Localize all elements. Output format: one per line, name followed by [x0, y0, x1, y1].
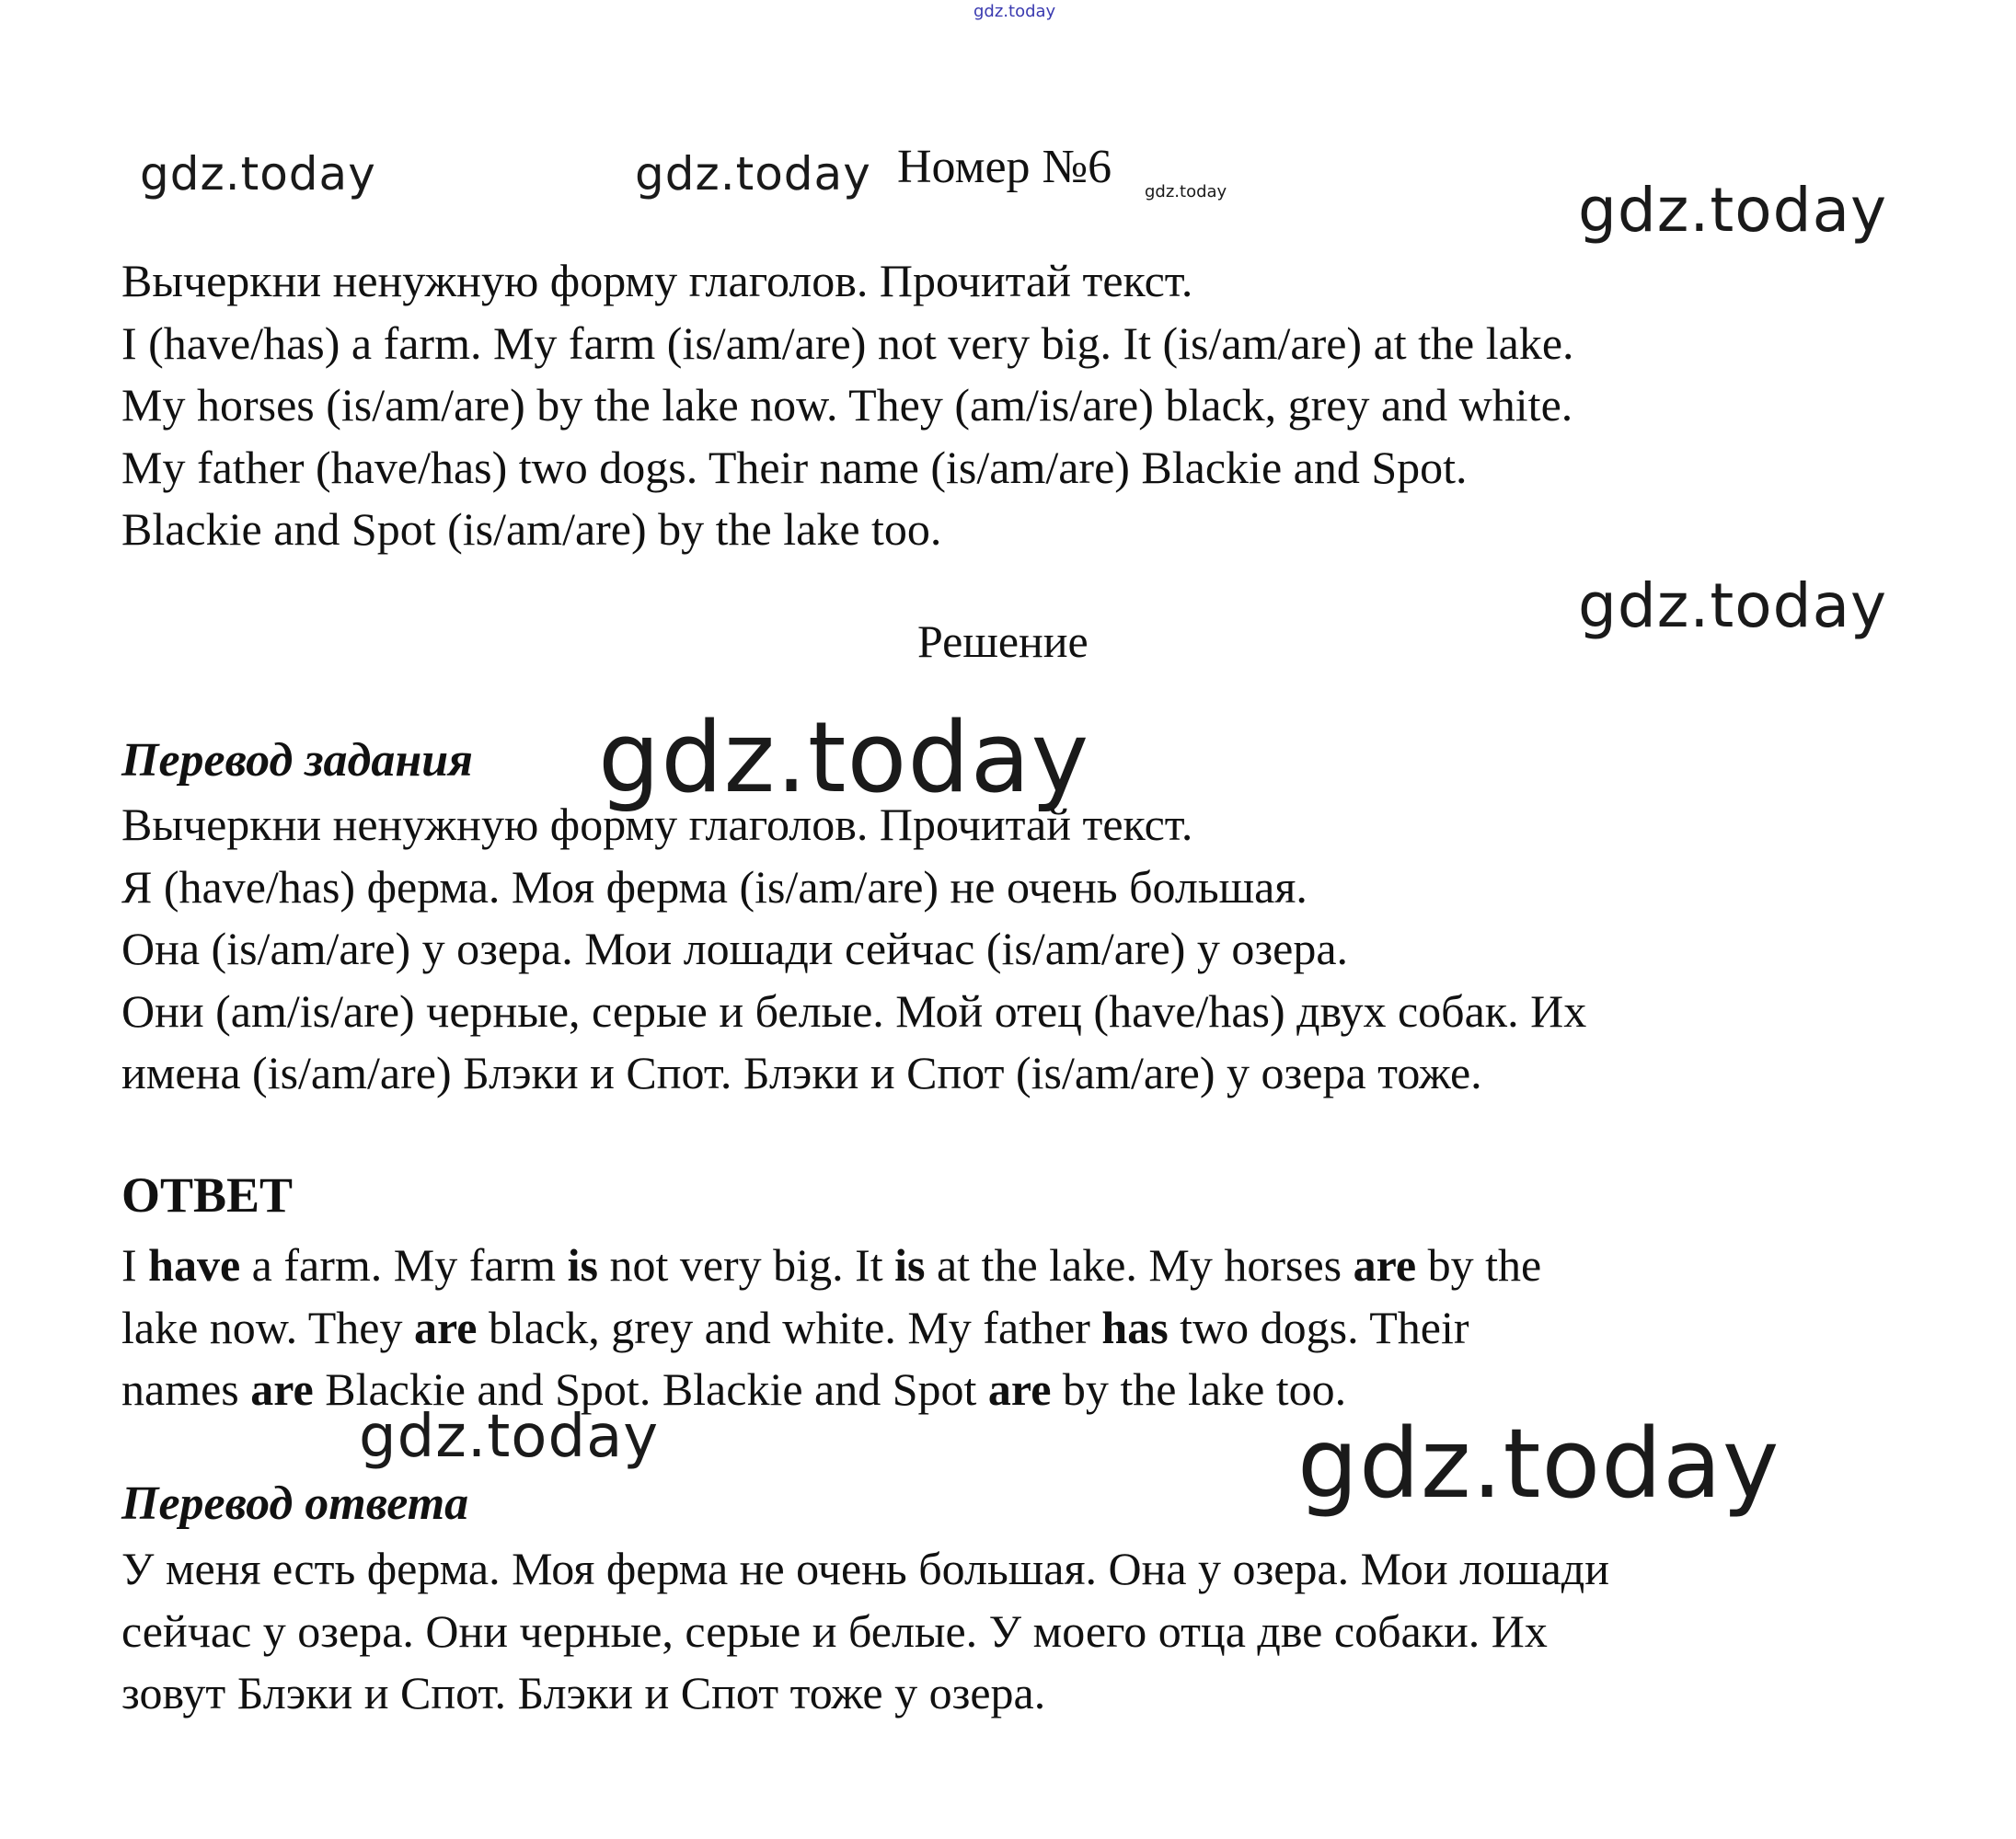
task-line: My horses (is/am/are) by the lake now. They (am/is/are) black, grey and white. [121, 379, 1573, 431]
task-translation-heading: Перевод задания [121, 734, 473, 787]
answer-translation-line: сейчас у озера. Они черные, серые и белые. У моего отца две собаки. Их [121, 1604, 1548, 1657]
answer-line: I have a farm. My farm is not very big. It is at the lake. My horses are by the [121, 1239, 1542, 1291]
answer-translation-text [121, 1538, 1609, 1725]
task-line: Blackie and Spot (is/am/are) by the lake too. [121, 503, 942, 555]
task-line: I (have/has) a farm. My farm (is/am/are) not very big. It (is/am/are) at the lake. [121, 316, 1574, 369]
watermark: gdz.today [973, 2, 1056, 21]
task-text [121, 250, 1574, 561]
translation-line: Я (have/has) ферма. Моя ферма (is/am/are) не очень большая. [121, 860, 1308, 913]
watermark: gdz.today [359, 1403, 660, 1471]
watermark: gdz.today [1297, 1408, 1780, 1520]
task-line: Вычеркни ненужную форму глаголов. Прочитай текст. [121, 255, 1193, 306]
task-translation-text [121, 794, 1586, 1105]
page-title: Номер №6 [897, 141, 1112, 193]
watermark: gdz.today [1578, 570, 1888, 641]
answer-translation-heading: Перевод ответа [121, 1477, 469, 1530]
answer-translation-line: зовут Блэки и Спот. Блэки и Спот тоже у озера. [121, 1667, 1046, 1718]
task-line: My father (have/has) two dogs. Their name (is/am/are) Blackie and Spot. [121, 441, 1468, 493]
watermark: gdz.today [140, 147, 376, 201]
watermark: gdz.today [1145, 182, 1227, 201]
watermark: gdz.today [635, 147, 871, 201]
watermark: gdz.today [1578, 175, 1888, 246]
translation-line: Она (is/am/are) у озера. Мои лошади сейчас (is/am/are) у озера. [121, 923, 1349, 974]
answer-text [121, 1235, 1541, 1421]
translation-line: Они (am/is/are) черные, серые и белые. Мой отец (have/has) двух собак. Их [121, 984, 1587, 1037]
translation-line: Вычеркни ненужную форму глаголов. Прочитай текст. [121, 799, 1193, 850]
watermark: gdz.today [598, 701, 1090, 814]
answer-line: lake now. They are black, grey and white. My father has two dogs. Their [121, 1301, 1469, 1353]
solution-label: Решение [917, 615, 1089, 667]
answer-heading: ОТВЕТ [121, 1167, 294, 1223]
answer-line: names are Blackie and Spot. Blackie and Spot are by the lake too. [121, 1363, 1347, 1415]
translation-line: имена (is/am/are) Блэки и Спот. Блэки и Спот (is/am/are) у озера тоже. [121, 1047, 1482, 1098]
answer-translation-line: У меня есть ферма. Моя ферма не очень большая. Она у озера. Мои лошади [121, 1543, 1609, 1594]
